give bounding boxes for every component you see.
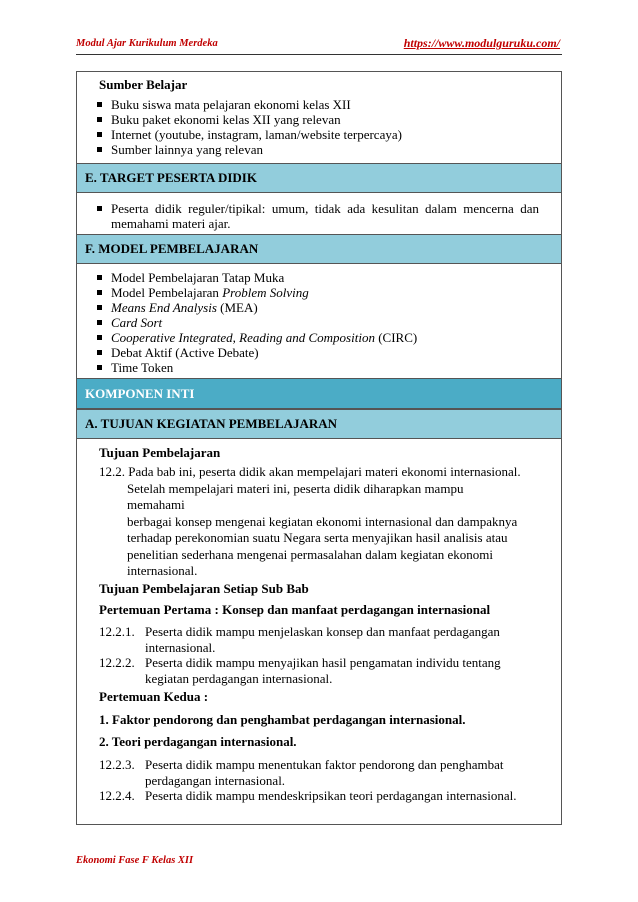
list-item: Time Token <box>97 360 539 375</box>
meeting-2-title: Pertemuan Kedua : <box>99 689 209 704</box>
topic-2: 2. Teori perdagangan internasional. <box>99 734 297 749</box>
objective-text: Peserta didik mampu menentukan faktor pendorong dan penghambat perdagangan internasional. <box>145 757 504 788</box>
tujuan-line: Setelah mempelajari materi ini, peserta didik diharapkan mampu memahami <box>127 480 464 512</box>
list-item: Internet (youtube, instagram, laman/website terpercaya) <box>97 127 539 142</box>
list-item: Cooperative Integrated, Reading and Composition (CIRC) <box>97 330 539 345</box>
section-a-heading: A. TUJUAN KEGIATAN PEMBELAJARAN <box>77 409 561 439</box>
tujuan-line: berbagai konsep mengenai kegiatan ekonomi internasional dan dampaknya <box>127 513 518 529</box>
objective-row <box>99 624 521 655</box>
subbab-title: Tujuan Pembelajaran Setiap Sub Bab <box>99 581 309 596</box>
objective-row <box>99 788 521 804</box>
objective-number: 12.2.4. <box>99 788 135 803</box>
header-title: Modul Ajar Kurikulum Merdeka <box>76 38 218 49</box>
tujuan-line: penelitian sederhana mengenai permasalahan dalam kegiatan ekonomi <box>127 546 494 562</box>
objective-number: 12.2.3. <box>99 757 135 772</box>
meeting-1-title: Pertemuan Pertama : Konsep dan manfaat perdagangan internasional <box>99 602 491 617</box>
sumber-belajar-list <box>97 97 539 157</box>
objective-text: Peserta didik mampu mendeskripsikan teori perdagangan internasional. <box>145 788 517 803</box>
footer-text: Ekonomi Fase F Kelas XII <box>76 855 194 866</box>
header-url-link[interactable]: https://www.modulguruku.com/ <box>403 36 560 50</box>
list-item: Model Pembelajaran Problem Solving <box>97 285 539 300</box>
content-table <box>76 71 562 825</box>
tujuan-line: internasional. <box>127 563 198 578</box>
list-item: Card Sort <box>97 315 539 330</box>
list-item: Buku paket ekonomi kelas XII yang relevan <box>97 112 539 127</box>
list-item: Debat Aktif (Active Debate) <box>97 345 539 360</box>
list-item: Buku siswa mata pelajaran ekonomi kelas XII <box>97 97 539 112</box>
list-item: Peserta didik reguler/tipikal: umum, tidak ada kesulitan dalam mencerna dan memahami materi ajar. <box>97 201 539 231</box>
tujuan-first-line: Pada bab ini, peserta didik akan mempelajari materi ekonomi internasional. <box>128 464 521 479</box>
objective-text: Peserta didik mampu menjelaskan konsep dan manfaat perdagangan internasional. <box>145 624 500 655</box>
objective-row <box>99 757 521 788</box>
tujuan-paragraph <box>99 464 521 580</box>
list-item: Means End Analysis (MEA) <box>97 300 539 315</box>
objective-text: Peserta didik mampu menyajikan hasil pengamatan individu tentang kegiatan perdagangan internasional. <box>145 655 501 686</box>
model-list <box>97 270 539 375</box>
sumber-belajar-title: Sumber Belajar <box>99 77 188 92</box>
objective-number: 12.2.1. <box>99 624 135 639</box>
tujuan-line: terhadap perekonomian suatu Negara serta menyajikan hasil analisis atau <box>127 530 508 545</box>
objective-number: 12.2.2. <box>99 655 135 670</box>
target-list <box>97 201 539 231</box>
list-item: Sumber lainnya yang relevan <box>97 142 539 157</box>
tujuan-pembelajaran-title: Tujuan Pembelajaran <box>99 445 221 460</box>
header-divider <box>76 54 562 55</box>
tujuan-number: 12.2. <box>99 464 125 479</box>
list-item: Model Pembelajaran Tatap Muka <box>97 270 539 285</box>
section-e-heading: E. TARGET PESERTA DIDIK <box>77 163 561 193</box>
topic-1: 1. Faktor pendorong dan penghambat perdagangan internasional. <box>99 712 466 727</box>
section-f-heading: F. MODEL PEMBELAJARAN <box>77 234 561 264</box>
objective-row <box>99 655 521 686</box>
komponen-inti-heading: KOMPONEN INTI <box>77 378 561 409</box>
